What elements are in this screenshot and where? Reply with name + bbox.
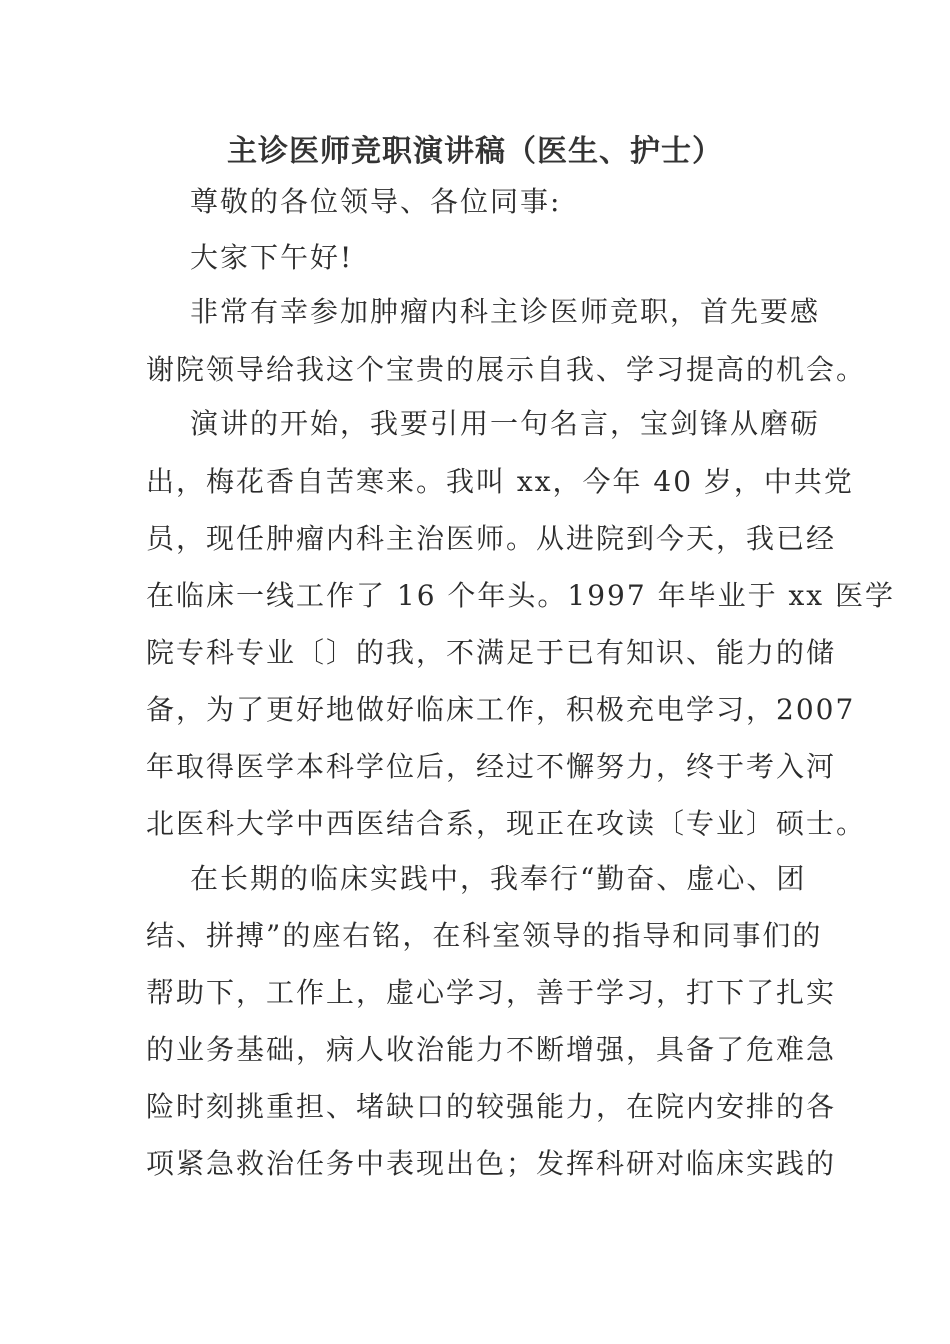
paragraph-line: 在临床一线工作了 16 个年头。1997 年毕业于 xx 医学 bbox=[146, 579, 895, 612]
paragraph-line: 年取得医学本科学位后，经过不懈努力，终于考入河 bbox=[146, 750, 837, 783]
paragraph-line: 员，现任肿瘤内科主治医师。从进院到今天，我已经 bbox=[146, 522, 837, 555]
paragraph-line: 北医科大学中西医结合系，现正在攻读〔专业〕硕士。 bbox=[146, 807, 867, 840]
salutation-line: 尊敬的各位领导、各位同事: bbox=[190, 185, 562, 218]
paragraph-line: 险时刻挑重担、堵缺口的较强能力，在院内安排的各 bbox=[146, 1090, 837, 1123]
paragraph-line: 演讲的开始，我要引用一句名言，宝剑锋从磨砺 bbox=[190, 407, 821, 440]
paragraph-line: 出，梅花香自苦寒来。我叫 xx，今年 40 岁，中共党 bbox=[146, 465, 854, 498]
paragraph-line: 非常有幸参加肿瘤内科主诊医师竞职，首先要感 bbox=[190, 295, 821, 328]
paragraph-line: 项紧急救治任务中表现出色；发挥科研对临床实践的 bbox=[146, 1147, 837, 1180]
paragraph-line: 结、拼搏”的座右铭，在科室领导的指导和同事们的 bbox=[146, 919, 823, 952]
paragraph-line: 的业务基础，病人收治能力不断增强，具备了危难急 bbox=[146, 1033, 837, 1066]
paragraph-line: 备，为了更好地做好临床工作，积极充电学习，2007 bbox=[146, 693, 856, 726]
paragraph-line: 院专科专业〔〕的我，不满足于已有知识、能力的储 bbox=[146, 636, 837, 669]
greeting-line: 大家下午好! bbox=[190, 241, 354, 274]
paragraph-line: 谢院领导给我这个宝贵的展示自我、学习提高的机会。 bbox=[146, 353, 867, 386]
paragraph-line: 帮助下，工作上，虚心学习，善于学习，打下了扎实 bbox=[146, 976, 837, 1009]
document-title: 主诊医师竞职演讲稿（医生、护士） bbox=[227, 134, 723, 169]
paragraph-line: 在长期的临床实践中，我奉行“勤奋、虚心、团 bbox=[190, 862, 807, 895]
